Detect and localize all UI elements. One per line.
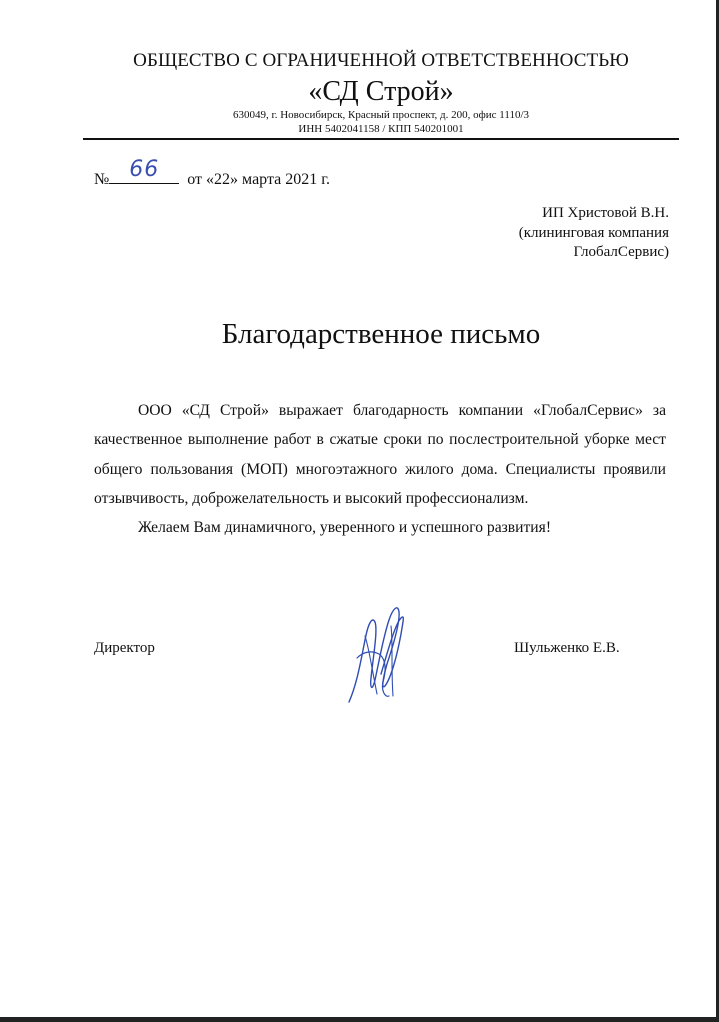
reference-number-field (109, 157, 179, 184)
reference-number-label: № (94, 171, 110, 188)
letter-body (94, 396, 666, 542)
letterhead-org-name: «СД Строй» (308, 76, 454, 107)
letter-title: Благодарственное письмо (221, 318, 541, 350)
letterhead-divider (83, 138, 679, 140)
scan-edge-bottom (0, 1017, 719, 1022)
document-reference (94, 157, 330, 189)
recipient-line-1: ИП Христовой В.Н. (542, 205, 669, 221)
recipient-block (519, 204, 669, 263)
reference-number-handwritten: 66 (129, 157, 160, 182)
body-paragraph-2: Желаем Вам динамичного, уверенного и успешного развития! (138, 519, 552, 537)
reference-date: от «22» марта 2021 г. (187, 171, 330, 188)
signatory-position: Директор (94, 640, 155, 656)
letterhead-org-type: ОБЩЕСТВО С ОГРАНИЧЕННОЙ ОТВЕТСТВЕННОСТЬЮ (133, 50, 629, 71)
signature-image (335, 598, 425, 708)
body-paragraph-1: ООО «СД Строй» выражает благодарность компании «ГлобалСервис» за качественное выполнение работ в сжатые сроки по послестроительной уборке мест общего пользования (МОП) многоэтажного жилого дома. Специалисты проявили отзывчивость, доброжелательность и высокий профессионализм. (94, 402, 666, 507)
signatory-name: Шульженко Е.В. (514, 640, 620, 656)
letterhead-address: 630049, г. Новосибирск, Красный проспект, д. 200, офис 1110/3 (232, 109, 530, 121)
recipient-line-2: (клининговая компания (518, 224, 669, 241)
recipient-line-3: ГлобалСервис) (573, 244, 669, 260)
letterhead-tax-ids: ИНН 5402041158 / КПП 540201001 (298, 123, 464, 135)
